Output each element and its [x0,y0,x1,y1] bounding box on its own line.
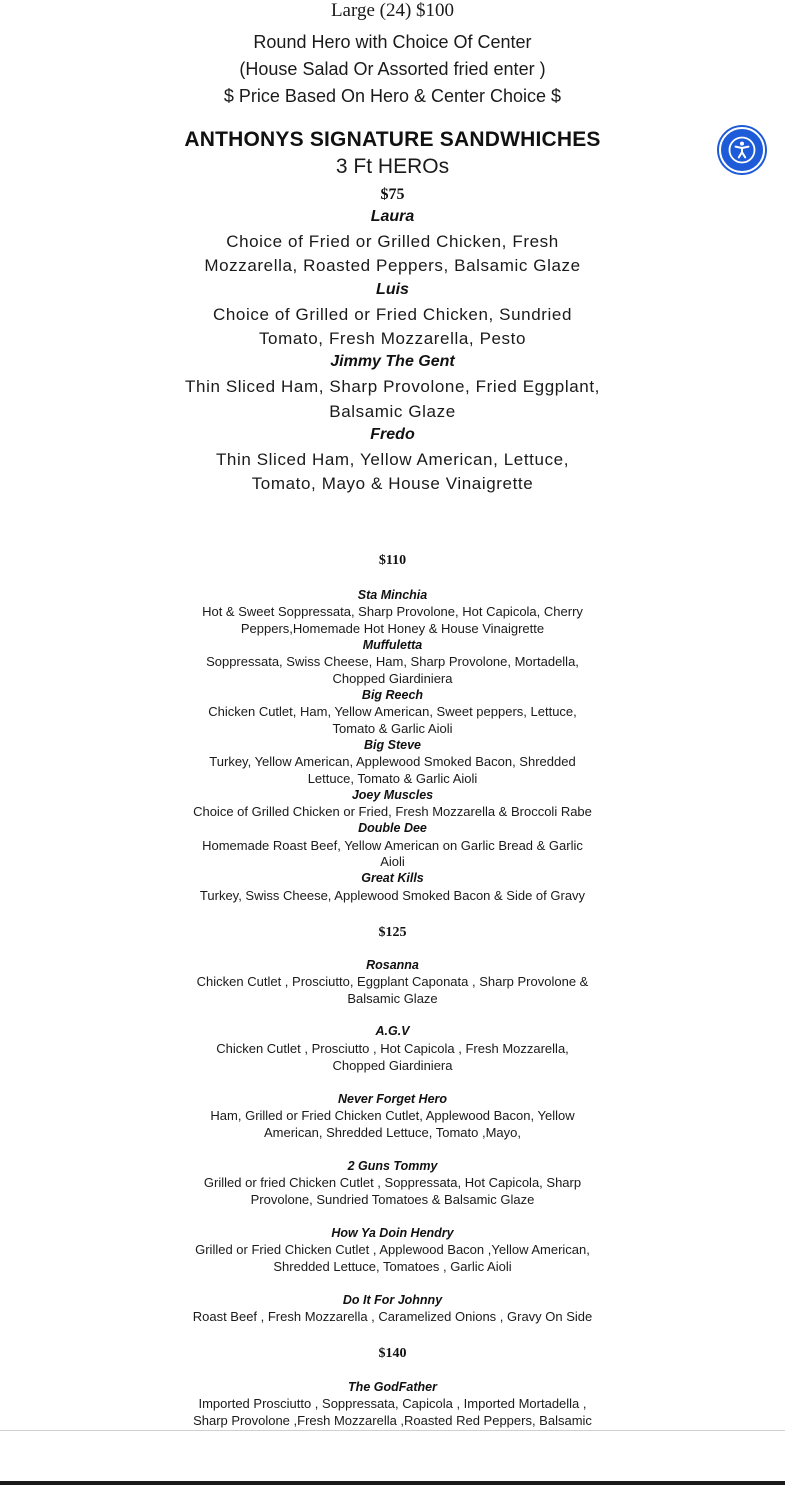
item-desc-laura-1: Choice of Fried or Grilled Chicken, Fresh [226,232,559,251]
item-name-double-dee: Double Dee [358,821,427,835]
item-desc-big-reech-2: Tomato & Garlic Aioli [332,721,453,736]
item-desc-never-forget-1: Ham, Grilled or Fried Chicken Cutlet, Applewood Bacon, Yellow [210,1108,575,1123]
item-desc-sta-minchia-1: Hot & Sweet Soppressata, Sharp Provolone, Hot Capicola, Cherry [202,604,583,619]
item-desc-hendry-1: Grilled or Fried Chicken Cutlet , Applewood Bacon ,Yellow American, [195,1242,590,1257]
item-name-agv: A.G.V [375,1024,410,1038]
item-desc-agv-1: Chicken Cutlet , Prosciutto , Hot Capicola , Fresh Mozzarella, [216,1041,569,1056]
signature-title: ANTHONYS SIGNATURE SANDWHICHES [184,128,601,151]
bottom-bar [0,1481,785,1485]
item-desc-big-steve-2: Lettuce, Tomato & Garlic Aioli [307,771,478,786]
item-desc-laura-2: Mozzarella, Roasted Peppers, Balsamic Glaze [204,256,581,275]
item-name-muffuletta: Muffuletta [362,638,423,652]
item-name-rosanna: Rosanna [366,958,419,972]
item-desc-hendry-2: Shredded Lettuce, Tomatoes , Garlic Aioli [273,1259,512,1274]
signature-subtitle: 3 Ft HEROs [335,155,450,178]
price-125: $125 [378,925,407,940]
hero-line-2: (House Salad Or Assorted fried enter ) [239,59,546,79]
item-desc-rosanna-1: Chicken Cutlet , Prosciutto, Eggplant Caponata , Sharp Provolone & [196,974,589,989]
item-desc-fredo-1: Thin Sliced Ham, Yellow American, Lettuce, [215,450,570,469]
accessibility-icon [727,135,757,165]
item-name-jimmy-the-gent: Jimmy The Gent [330,353,455,370]
item-desc-muffuletta-1: Soppressata, Swiss Cheese, Ham, Sharp Provolone, Mortadella, [206,654,579,669]
hero-line-1: Round Hero with Choice Of Center [253,32,532,52]
item-name-2-guns-tommy: 2 Guns Tommy [347,1159,438,1173]
item-desc-big-steve-1: Turkey, Yellow American, Applewood Smoked Bacon, Shredded [209,754,576,769]
item-desc-double-dee-1: Homemade Roast Beef, Yellow American on Garlic Bread & Garlic [202,838,583,853]
item-name-big-steve: Big Steve [364,738,421,752]
accessibility-button[interactable] [719,127,765,173]
hero-line-3: $ Price Based On Hero & Center Choice $ [223,86,562,106]
item-desc-rosanna-2: Balsamic Glaze [347,991,438,1006]
item-desc-fredo-2: Tomato, Mayo & House Vinaigrette [251,474,534,493]
item-desc-godfather-1: Imported Prosciutto , Soppressata, Capicola , Imported Mortadella , [198,1396,587,1411]
item-desc-big-reech-1: Chicken Cutlet, Ham, Yellow American, Sweet peppers, Lettuce, [208,704,577,719]
item-desc-jimmy-1: Thin Sliced Ham, Sharp Provolone, Fried Eggplant, [185,377,600,396]
price-110: $110 [378,553,407,568]
item-desc-sta-minchia-2: Peppers,Homemade Hot Honey & House Vinaigrette [240,621,545,636]
item-desc-luis-2: Tomato, Fresh Mozzarella, Pesto [258,329,527,348]
item-name-sta-minchia: Sta Minchia [357,588,428,602]
price-75: $75 [380,186,405,203]
item-name-how-ya-doin-hendry: How Ya Doin Hendry [331,1226,454,1240]
item-name-joey-muscles: Joey Muscles [351,788,434,802]
item-desc-godfather-2: Sharp Provolone ,Fresh Mozzarella ,Roasted Red Peppers, Balsamic [193,1413,592,1428]
item-name-laura: Laura [370,208,415,225]
item-desc-2-guns-tommy-2: Provolone, Sundried Tomatoes & Balsamic Glaze [250,1192,535,1207]
item-desc-agv-2: Chopped Giardiniera [332,1058,453,1073]
item-name-great-kills: Great Kills [361,871,424,885]
item-desc-2-guns-tommy-1: Grilled or fried Chicken Cutlet , Soppressata, Hot Capicola, Sharp [203,1175,582,1190]
item-desc-joey-muscles-1: Choice of Grilled Chicken or Fried, Fresh Mozzarella & Broccoli Rabe [193,804,592,819]
item-name-never-forget-hero: Never Forget Hero [337,1092,448,1106]
divider [0,1430,785,1431]
item-name-luis: Luis [376,281,409,298]
price-140: $140 [378,1346,407,1361]
item-name-big-reech: Big Reech [361,688,424,702]
item-desc-luis-1: Choice of Grilled or Fried Chicken, Sundried [213,305,572,324]
item-name-the-godfather: The GodFather [348,1380,437,1394]
item-name-fredo: Fredo [370,426,415,443]
item-desc-jimmy-2: Balsamic Glaze [329,402,456,421]
item-desc-never-forget-2: American, Shredded Lettuce, Tomato ,Mayo, [263,1125,521,1140]
item-desc-great-kills-1: Turkey, Swiss Cheese, Applewood Smoked Bacon & Side of Gravy [199,888,586,903]
item-desc-johnny-1: Roast Beef , Fresh Mozzarella , Caramelized Onions , Gravy On Side [192,1309,593,1324]
item-desc-muffuletta-2: Chopped Giardiniera [332,671,453,686]
item-name-do-it-for-johnny: Do It For Johnny [342,1293,443,1307]
large-size-price: Large (24) $100 [330,0,455,21]
item-desc-double-dee-2: Aioli [380,854,405,869]
